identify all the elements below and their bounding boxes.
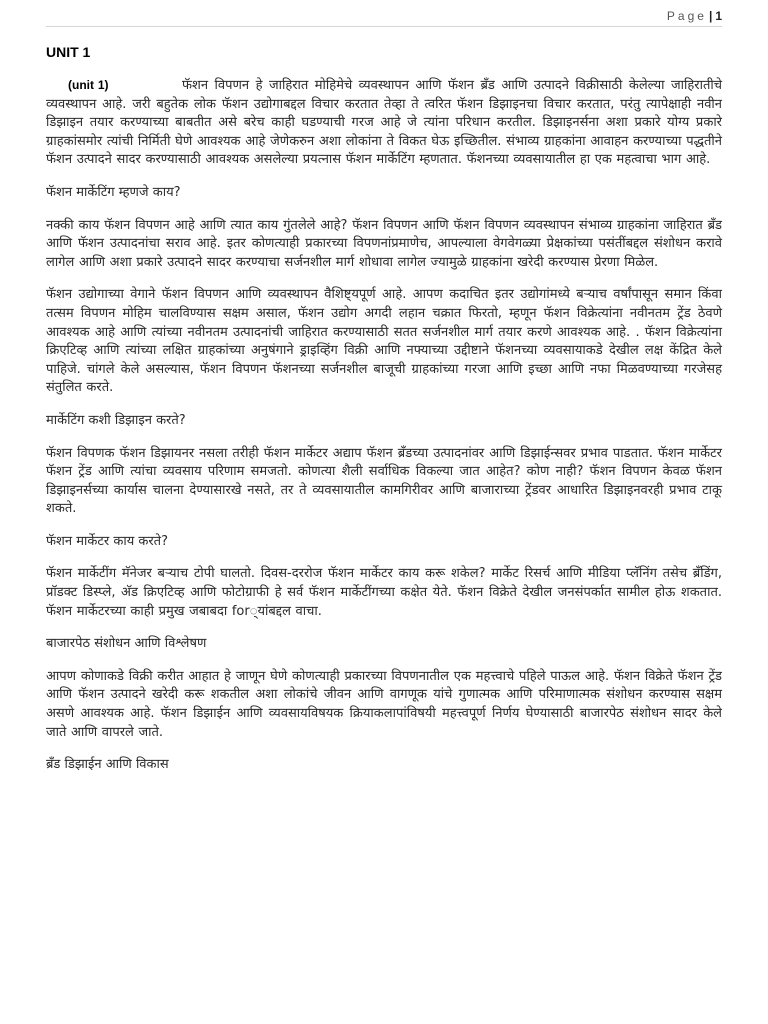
page-separator: | [708, 9, 713, 23]
intro-text: फॅशन विपणन हे जाहिरात मोहिमेचे व्यवस्थापन आणि फॅशन ब्रँड आणि उत्पादने विक्रीसाठी केलेल्या जाहिरातीचे व्यवस्थापन आहे. जरी बहुतेक लोक फॅशन उद्योगाबद्दल विचार करतात तेव्हा ते त्वरित फॅशन डिझाइनचा विचार करतात, परंतु त्यापेक्षाही नवीन डिझाइन तयार करण्याच्या बाबतीत असे बरेच काही घडण्याची गरज आहे जे त्यांना परिधान करतील. डिझाइनर्सना अशा प्रकारे योग्य प्रकारे ग्राहकांसमोर त्यांची निर्मिती घेणे आवश्यक आहे जेणेकरुन अशा लोकांना ते विकत घेऊ इच्छितील. संभाव्य ग्राहकांना आवाहन करण्याच्या पद्धतीने फॅशन उत्पादने सादर करण्यासाठी आवश्यक असलेल्या प्रयत्नास फॅशन मार्केटिंग म्हणतात. फॅशनच्या व्यवसायातील हा एक महत्वाचा भाग आहे. [46, 78, 722, 168]
document-body [46, 44, 722, 789]
section-heading-market-research: बाजारपेठ संशोधन आणि विश्लेषण [46, 636, 207, 652]
page-number: 1 [715, 9, 722, 23]
section-heading-what-is-fashion-marketing: फॅशन मार्केटिंग म्हणजे काय? [46, 184, 181, 200]
page-header [667, 6, 722, 26]
page-label: Page [666, 9, 707, 23]
paragraph-5: आपण कोणाकडे विक्री करीत आहात हे जाणून घेणे कोणत्याही प्रकारच्या विपणनातील एक महत्त्वाचे पहिले पाऊल आहे. फॅशन विक्रेते फॅशन ट्रेंड आणि फॅशन उत्पादने खरेदी करू शकतील अशा लोकांचे जीवन आणि वागणूक यांचे गुणात्मक आणि परिमाणात्मक संशोधन करण्यास सक्षम असणे आवश्यक आहे. फॅशन डिझाईन आणि व्यवसायविषयक क्रियाकलापांविषयी महत्त्वपूर्ण निर्णय घेण्यासाठी बाजारपेठ संशोधन सादर केले जाते आणि वापरले जाते. [46, 668, 722, 740]
header-divider [46, 26, 722, 27]
paragraph-1: नक्की काय फॅशन विपणन आहे आणि त्यात काय गुंतलेले आहे? फॅशन विपणन आणि फॅशन विपणन व्यवस्थापन संभाव्य ग्राहकांना जाहिरात ब्रँड आणि फॅशन उत्पादनांचा सराव आहे. इतर कोणत्याही प्रकारच्या विपणनांप्रमाणेच, आपल्याला वेगवेगळ्या प्रेक्षकांच्या पसंतींबद्दल संशोधन करावे लागेल आणि अशा प्रकारे उत्पादने सादर करण्याचा सर्जनशील मार्ग शोधावा लागेल ज्यामुळे ग्राहकांना खरेदी करण्यास प्रेरणा मिळेल. [46, 217, 722, 270]
section-heading-brand-design: ब्रँड डिझाईन आणि विकास [46, 757, 169, 773]
intro-paragraph [46, 76, 722, 170]
unit-tag: (unit 1) [68, 78, 109, 92]
section-heading-how-marketing-designs: मार्केटिंग कशी डिझाइन करते? [46, 412, 186, 428]
paragraph-3: फॅशन विपणक फॅशन डिझायनर नसला तरीही फॅशन मार्केटर अद्याप फॅशन ब्रँडच्या उत्पादनांवर आणि डिझाईन्सवर प्रभाव पाडतात. फॅशन मार्केटर फॅशन ट्रेंड आणि त्यांचा व्यवसाय परिणाम समजतो. कोणत्या शैली सर्वाधिक विकल्या जात आहेत? कोण नाही? फॅशन विपणन केवळ फॅशन डिझाइनर्सच्या कार्यास चालना देण्यासारखे नसते, तर ते व्यवसायातील कामगिरीवर आणि बाजाराच्या ट्रेंडवर आधारित डिझाइनवरही प्रभाव टाकू शकते. [46, 445, 722, 517]
paragraph-2: फॅशन उद्योगाच्या वेगाने फॅशन विपणन आणि व्यवस्थापन वैशिष्ट्यपूर्ण आहे. आपण कदाचित इतर उद्योगांमध्ये बर्‍याच वर्षांपासून समान किंवा तत्सम विपणन मोहिम चालविण्यास सक्षम असाल, फॅशन उद्योग अगदी लहान चक्रात फिरतो, म्हणून फॅशन विक्रेत्यांना नवीनतम ट्रेंड ठेवणे आवश्यक आहे आणि त्यांच्या नवीनतम उत्पादनांची जाहिरात करण्यासाठी सतत सर्जनशील मार्ग तयार करणे आवश्यक आहे. . फॅशन विक्रेत्यांना क्रिएटिव्ह आणि त्यांच्या लक्षित ग्राहकांच्या अनुषंगाने ड्राइव्हिंग विक्री आणि नफ्याच्या उद्दीष्टाने फॅशनच्या व्यवसायाकडे देखील लक्ष केंद्रित केले पाहिजे. चांगले केले असल्यास, फॅशन विपणन फॅशनच्या सर्जनशील बाजूची ग्राहकांच्या गरजा आणि इच्छा आणि नफा मिळवण्याच्या गरजेसह संतुलित करते. [46, 287, 722, 396]
paragraph-4: फॅशन मार्केटींग मॅनेजर बर्‍याच टोपी घालतो. दिवस-दररोज फॅशन मार्केटर काय करू शकेल? मार्केट रिसर्च आणि मीडिया प्लॅनिंग तसेच ब्रँडिंग, प्रॉडक्ट डिस्प्ले, अ‍ॅड क्रिएटिव्ह आणि फोटोग्राफी हे सर्व फॅशन मार्केटींगच्या कक्षेत येते. फॅशन विक्रेते देखील जनसंपर्कात सामील होऊ शकतात. फॅशन मार्केटरच्या काही प्रमुख जबाबदा for्यांबद्दल वाचा. [46, 566, 722, 619]
section-heading-what-marketer-does: फॅशन मार्केटर काय करते? [46, 533, 168, 549]
unit-title: UNIT 1 [46, 44, 91, 60]
